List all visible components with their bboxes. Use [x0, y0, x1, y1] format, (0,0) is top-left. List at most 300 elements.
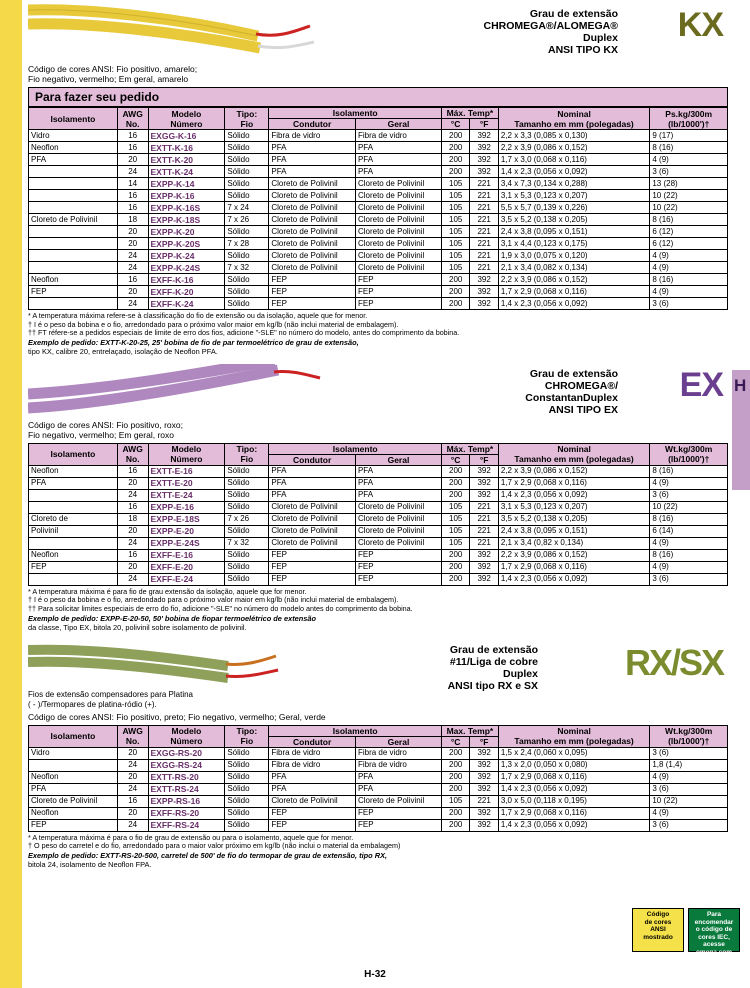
rxsx-title-line-3: Duplex	[502, 667, 538, 680]
cell-fahrenheit: 392	[470, 465, 498, 477]
table-row	[29, 783, 728, 795]
cell-condutor: Cloreto de Polivinil	[269, 262, 356, 274]
cell-condutor: FEP	[269, 807, 356, 819]
cell-awg: 24	[117, 783, 148, 795]
cell-celsius: 200	[441, 465, 469, 477]
cell-awg: 24	[117, 262, 148, 274]
cell-peso: 4 (9)	[650, 807, 728, 819]
order-banner: Para fazer seu pedido	[28, 87, 728, 107]
th-modelo: Modelo Número	[148, 725, 225, 747]
cell-fahrenheit: 221	[470, 226, 498, 238]
cell-celsius: 200	[441, 274, 469, 286]
cell-tipo: Sólido	[225, 298, 269, 310]
cell-peso: 9 (17)	[650, 130, 728, 142]
cell-tipo: Sólido	[225, 130, 269, 142]
cell-awg: 20	[117, 807, 148, 819]
cell-geral: PFA	[355, 142, 441, 154]
cell-condutor: Cloreto de Polivinil	[269, 250, 356, 262]
cell-isolamento: Neoflon	[29, 274, 118, 286]
cell-nominal: 1,4 x 2,3 (0,056 x 0,092)	[498, 573, 650, 585]
cell-condutor: Cloreto de Polivinil	[269, 226, 356, 238]
cell-modelo: EXPP-K-18S	[148, 214, 225, 226]
kx-title-line-3: Duplex	[582, 32, 618, 44]
cell-modelo: EXFF-RS-24	[148, 819, 225, 831]
kx-section-header	[28, 0, 728, 62]
ex-title	[525, 368, 618, 416]
cell-tipo: Sólido	[225, 274, 269, 286]
cell-isolamento: Neoflon	[29, 771, 118, 783]
cell-nominal: 2,2 x 3,9 (0,086 x 0,152)	[498, 142, 650, 154]
ex-note-3: †† Para solicitar limites especiais de erro do fio, adicione "-SLE" no número do modelo antes do comprimento da bobina.	[28, 603, 413, 613]
ex-color-code-line-1: Código de cores ANSI: Fio positivo, roxo;	[28, 419, 183, 430]
cell-condutor: Cloreto de Polivinil	[269, 190, 356, 202]
cell-celsius: 200	[441, 783, 469, 795]
table-row	[29, 807, 728, 819]
kx-header-row-1	[29, 108, 728, 119]
cell-tipo: Sólido	[225, 250, 269, 262]
cell-nominal: 2,2 x 3,9 (0,086 x 0,152)	[498, 465, 650, 477]
ex-header-row-1	[29, 443, 728, 454]
cell-awg: 16	[117, 130, 148, 142]
th-celsius: °C	[441, 454, 469, 465]
cell-fahrenheit: 392	[470, 130, 498, 142]
th-tipo: Tipo: Fio	[225, 108, 269, 130]
cell-fahrenheit: 392	[470, 561, 498, 573]
table-row	[29, 154, 728, 166]
th-isolamento-group: Isolamento	[269, 725, 442, 736]
ex-spec-table	[28, 443, 728, 586]
table-row	[29, 142, 728, 154]
cell-awg: 20	[117, 477, 148, 489]
cell-modelo: EXFF-E-16	[148, 549, 225, 561]
cell-awg: 20	[117, 226, 148, 238]
cell-awg: 24	[117, 489, 148, 501]
cell-tipo: 7 x 32	[225, 262, 269, 274]
cell-celsius: 105	[441, 202, 469, 214]
th-celsius: °C	[441, 736, 469, 747]
cell-isolamento: FEP	[29, 561, 118, 573]
cell-condutor: Cloreto de Polivinil	[269, 513, 356, 525]
cell-modelo: EXPP-E-24S	[148, 537, 225, 549]
th-nominal: Nominal Tamanho em mm (polegadas)	[498, 443, 650, 465]
cell-tipo: Sólido	[225, 561, 269, 573]
cell-isolamento	[29, 759, 118, 771]
cell-tipo: Sólido	[225, 807, 269, 819]
kx-color-code	[28, 64, 728, 84]
cell-peso: 3 (6)	[650, 166, 728, 178]
rxsx-title-line-1: Grau de extensão	[449, 643, 538, 656]
cell-geral: Cloreto de Polivinil	[355, 214, 441, 226]
kx-color-code-line-2: Fio negativo, vermelho; Em geral, amarelo	[28, 74, 189, 84]
cell-nominal: 3,4 x 7,3 (0,134 x 0,288)	[498, 178, 650, 190]
th-fahrenheit: °F	[470, 119, 498, 130]
cell-peso: 10 (22)	[650, 202, 728, 214]
th-modelo: Modelo Número	[148, 443, 225, 465]
cell-awg: 24	[117, 573, 148, 585]
cell-fahrenheit: 221	[470, 795, 498, 807]
cell-fahrenheit: 392	[470, 747, 498, 759]
cell-isolamento: Cloreto de	[29, 513, 118, 525]
ex-example-2: da classe, Tipo EX, bitola 20, polivinil sobre isolamento de polivinil.	[28, 622, 247, 632]
cell-nominal: 1,5 x 2,4 (0,060 x 0,095)	[498, 747, 650, 759]
cell-geral: FEP	[355, 573, 441, 585]
cell-isolamento	[29, 298, 118, 310]
cell-peso: 3 (6)	[650, 819, 728, 831]
iec-order-badge[interactable]: Para encomendar o código de cores IEC, acesse omega.com	[688, 908, 740, 952]
ex-example-1: Exemplo de pedido: EXPP-E-20-50, 50' bobina de fiopar termoelétrico de extensão	[28, 613, 317, 623]
th-peso: Wt.kg/300m (lb/1000')†	[650, 443, 728, 465]
kx-wire-illustration	[28, 4, 328, 58]
kx-title-line-4: ANSI TIPO KX	[547, 44, 618, 56]
cell-tipo: Sólido	[225, 166, 269, 178]
cell-condutor: PFA	[269, 477, 356, 489]
cell-nominal: 3,1 x 4,4 (0,123 x 0,175)	[498, 238, 650, 250]
cell-modelo: EXFF-K-20	[148, 286, 225, 298]
th-modelo: Modelo Número	[148, 108, 225, 130]
cell-nominal: 3,1 x 5,3 (0,123 x 0,207)	[498, 501, 650, 513]
cell-peso: 8 (16)	[650, 465, 728, 477]
cell-awg: 24	[117, 537, 148, 549]
cell-geral: Cloreto de Polivinil	[355, 190, 441, 202]
cell-modelo: EXPP-K-20	[148, 226, 225, 238]
cell-nominal: 2,2 x 3,9 (0,086 x 0,152)	[498, 274, 650, 286]
cell-fahrenheit: 221	[470, 525, 498, 537]
cell-tipo: Sólido	[225, 525, 269, 537]
cell-isolamento: Cloreto de Polivinil	[29, 795, 118, 807]
cell-modelo: EXFF-E-24	[148, 573, 225, 585]
table-row	[29, 477, 728, 489]
th-celsius: °C	[441, 119, 469, 130]
rxsx-example-1: Exemplo de pedido: EXTT-RS-20-500, carretel de 500' de fio do termopar de grau de extensão, tipo RX,	[28, 850, 388, 860]
cell-peso: 3 (6)	[650, 573, 728, 585]
cell-peso: 10 (22)	[650, 190, 728, 202]
cell-isolamento: Neoflon	[29, 142, 118, 154]
cell-modelo: EXPP-K-14	[148, 178, 225, 190]
cell-awg: 20	[117, 238, 148, 250]
cell-isolamento	[29, 202, 118, 214]
cell-fahrenheit: 392	[470, 771, 498, 783]
cell-tipo: Sólido	[225, 190, 269, 202]
cell-awg: 20	[117, 525, 148, 537]
table-row	[29, 561, 728, 573]
cell-geral: Cloreto de Polivinil	[355, 537, 441, 549]
cell-tipo: Sólido	[225, 226, 269, 238]
th-tipo: Tipo: Fio	[225, 443, 269, 465]
table-row	[29, 178, 728, 190]
cell-modelo: EXPP-K-16	[148, 190, 225, 202]
cell-fahrenheit: 392	[470, 166, 498, 178]
cell-nominal: 2,2 x 3,9 (0,086 x 0,152)	[498, 549, 650, 561]
cell-isolamento	[29, 537, 118, 549]
ex-note-2: † I é o peso da bobina e o fio, arredondado para o próximo valor maior em kg/lb (não inclui material de embalagem).	[28, 595, 399, 605]
table-row	[29, 226, 728, 238]
cell-condutor: FEP	[269, 298, 356, 310]
cell-condutor: PFA	[269, 489, 356, 501]
kx-title-line-2: CHROMEGA®/ALOMEGA®	[483, 20, 618, 32]
cell-isolamento	[29, 238, 118, 250]
cell-geral: Cloreto de Polivinil	[355, 513, 441, 525]
cell-tipo: Sólido	[225, 154, 269, 166]
ex-section-header	[28, 360, 728, 418]
cell-isolamento: Neoflon	[29, 549, 118, 561]
ex-title-line-3: ConstantanDuplex	[525, 391, 618, 404]
table-row	[29, 250, 728, 262]
rxsx-note-1: * A temperatura máxima é para o fio de grau de extensão ou para o isolamento, aquele que for menor.	[28, 832, 354, 842]
th-isolamento: Isolamento	[29, 108, 118, 130]
kx-note-2: † I é o peso da bobina e o fio, arredondado para o próximo valor maior em kg/lb (não inclui material de embalagem).	[28, 319, 399, 329]
table-row	[29, 771, 728, 783]
cell-condutor: FEP	[269, 549, 356, 561]
th-peso: Ps.kg/300m (lb/1000')†	[650, 108, 728, 130]
cell-modelo: EXPP-K-20S	[148, 238, 225, 250]
table-row	[29, 525, 728, 537]
cell-tipo: Sólido	[225, 783, 269, 795]
cell-condutor: PFA	[269, 783, 356, 795]
th-nominal: Nominal Tamanho em mm (polegadas)	[498, 108, 650, 130]
ansi-color-code-badge: Código de cores ANSI mostrado	[632, 908, 684, 952]
cell-geral: PFA	[355, 477, 441, 489]
cell-geral: Cloreto de Polivinil	[355, 202, 441, 214]
th-tipo: Tipo: Fio	[225, 725, 269, 747]
cell-celsius: 200	[441, 130, 469, 142]
cell-tipo: Sólido	[225, 489, 269, 501]
cell-modelo: EXGG-RS-20	[148, 747, 225, 759]
cell-fahrenheit: 392	[470, 807, 498, 819]
page-content	[28, 0, 728, 869]
rxsx-notes	[28, 834, 728, 869]
cell-nominal: 1,4 x 2,3 (0,056 x 0,092)	[498, 489, 650, 501]
cell-condutor: Cloreto de Polivinil	[269, 795, 356, 807]
table-row	[29, 537, 728, 549]
cell-celsius: 105	[441, 250, 469, 262]
kx-color-code-line-1: Código de cores ANSI: Fio positivo, amarelo;	[28, 64, 198, 74]
table-row	[29, 238, 728, 250]
cell-modelo: EXGG-RS-24	[148, 759, 225, 771]
cell-geral: FEP	[355, 298, 441, 310]
cell-tipo: Sólido	[225, 771, 269, 783]
cell-nominal: 5,5 x 5,7 (0,139 x 0,226)	[498, 202, 650, 214]
cell-celsius: 105	[441, 178, 469, 190]
cell-celsius: 200	[441, 759, 469, 771]
cell-nominal: 2,4 x 3,8 (0,095 x 0,151)	[498, 226, 650, 238]
rxsx-note-2: † O peso do carretel e do fio, arredondado para o maior valor próximo em kg/lb (não inclui o material da embalagem)	[28, 841, 401, 851]
cell-awg: 24	[117, 166, 148, 178]
section-tab-letter: H	[734, 376, 747, 395]
cell-nominal: 1,7 x 2,9 (0,068 x 0,116)	[498, 286, 650, 298]
cell-awg: 20	[117, 154, 148, 166]
cell-nominal: 1,4 x 2,3 (0,056 x 0,092)	[498, 783, 650, 795]
cell-geral: Cloreto de Polivinil	[355, 795, 441, 807]
table-row	[29, 795, 728, 807]
rxsx-table-body	[29, 747, 728, 831]
ex-color-code-line-2: Fio negativo, vermelho; Em geral, roxo	[28, 429, 174, 440]
cell-condutor: Cloreto de Polivinil	[269, 525, 356, 537]
cell-tipo: Sólido	[225, 759, 269, 771]
footer-badges	[632, 908, 740, 956]
cell-nominal: 1,7 x 2,9 (0,068 x 0,116)	[498, 771, 650, 783]
cell-condutor: FEP	[269, 561, 356, 573]
cell-awg: 16	[117, 795, 148, 807]
rxsx-title	[448, 644, 538, 692]
cell-celsius: 200	[441, 573, 469, 585]
cell-peso: 8 (16)	[650, 549, 728, 561]
cell-peso: 10 (22)	[650, 795, 728, 807]
cell-modelo: EXTT-RS-24	[148, 783, 225, 795]
rxsx-color-code	[28, 712, 728, 722]
cell-condutor: FEP	[269, 274, 356, 286]
th-nominal: Nominal Tamanho em mm (polegadas)	[498, 725, 650, 747]
cell-celsius: 105	[441, 238, 469, 250]
cell-tipo: Sólido	[225, 573, 269, 585]
ex-table-body	[29, 465, 728, 585]
table-row	[29, 286, 728, 298]
cell-isolamento: PFA	[29, 154, 118, 166]
cell-condutor: Cloreto de Polivinil	[269, 501, 356, 513]
th-fahrenheit: °F	[470, 454, 498, 465]
cell-fahrenheit: 221	[470, 238, 498, 250]
cell-fahrenheit: 221	[470, 513, 498, 525]
kx-note-1: * A temperatura máxima refere-se à classificação do fio de extensão ou da isolação, aquele que for menor.	[28, 311, 368, 320]
cell-tipo: Sólido	[225, 477, 269, 489]
cell-modelo: EXPP-RS-16	[148, 795, 225, 807]
rxsx-platina-line-2: ( - )/Termopares de platina-ródio (+).	[28, 699, 157, 709]
cell-modelo: EXTT-E-20	[148, 477, 225, 489]
cell-geral: Cloreto de Polivinil	[355, 238, 441, 250]
table-row	[29, 202, 728, 214]
cell-geral: PFA	[355, 771, 441, 783]
cell-tipo: Sólido	[225, 465, 269, 477]
table-row	[29, 130, 728, 142]
th-max-temp: Máx. Temp*	[441, 443, 498, 454]
cell-nominal: 3,5 x 5,2 (0,138 x 0,205)	[498, 214, 650, 226]
cell-celsius: 200	[441, 819, 469, 831]
cell-isolamento	[29, 226, 118, 238]
cell-nominal: 1,3 x 2,0 (0,050 x 0,080)	[498, 759, 650, 771]
cell-modelo: EXTT-K-24	[148, 166, 225, 178]
cell-nominal: 1,7 x 2,9 (0,068 x 0,116)	[498, 477, 650, 489]
ex-table-head	[29, 443, 728, 465]
cell-awg: 16	[117, 202, 148, 214]
cell-nominal: 2,1 x 3,4 (0,82 x 0,134)	[498, 537, 650, 549]
cell-modelo: EXTT-RS-20	[148, 771, 225, 783]
cell-isolamento	[29, 178, 118, 190]
cell-fahrenheit: 221	[470, 178, 498, 190]
cell-peso: 13 (28)	[650, 178, 728, 190]
kx-note-3: †† FT réfere-se a pedidos especiais de limite de erro dos fios, adicione "-SLE" no número do modelo, antes do comprimento da bobina.	[28, 328, 460, 338]
table-row	[29, 501, 728, 513]
ex-notes	[28, 588, 728, 632]
cell-fahrenheit: 221	[470, 202, 498, 214]
cell-tipo: Sólido	[225, 501, 269, 513]
th-awg: AWG No.	[117, 108, 148, 130]
cell-condutor: Fibra de vidro	[269, 747, 356, 759]
th-geral: Geral	[355, 454, 441, 465]
cell-modelo: EXFF-K-24	[148, 298, 225, 310]
cell-tipo: Sólido	[225, 142, 269, 154]
cell-nominal: 3,1 x 5,3 (0,123 x 0,207)	[498, 190, 650, 202]
cell-condutor: FEP	[269, 819, 356, 831]
cell-nominal: 2,2 x 3,3 (0,085 x 0,130)	[498, 130, 650, 142]
cell-awg: 20	[117, 561, 148, 573]
cell-geral: Cloreto de Polivinil	[355, 178, 441, 190]
cell-modelo: EXTT-K-16	[148, 142, 225, 154]
cell-isolamento: PFA	[29, 783, 118, 795]
cell-nominal: 3,0 x 5,0 (0,118 x 0,195)	[498, 795, 650, 807]
cell-condutor: PFA	[269, 154, 356, 166]
cell-peso: 4 (9)	[650, 250, 728, 262]
cell-celsius: 105	[441, 190, 469, 202]
rxsx-title-line-4: ANSI tipo RX e SX	[447, 679, 538, 692]
cell-isolamento	[29, 166, 118, 178]
cell-awg: 24	[117, 819, 148, 831]
cell-awg: 16	[117, 190, 148, 202]
ex-title-line-4: ANSI TIPO EX	[548, 403, 618, 416]
cell-peso: 6 (12)	[650, 226, 728, 238]
cell-awg: 18	[117, 214, 148, 226]
cell-celsius: 200	[441, 807, 469, 819]
cell-fahrenheit: 221	[470, 190, 498, 202]
cell-tipo: 7 x 32	[225, 537, 269, 549]
cell-nominal: 1,4 x 2,3 (0,056 x 0,092)	[498, 819, 650, 831]
cell-awg: 18	[117, 513, 148, 525]
cell-awg: 16	[117, 465, 148, 477]
cell-geral: Cloreto de Polivinil	[355, 525, 441, 537]
cell-celsius: 200	[441, 771, 469, 783]
cell-awg: 16	[117, 274, 148, 286]
cell-fahrenheit: 221	[470, 537, 498, 549]
cell-geral: PFA	[355, 166, 441, 178]
kx-title	[484, 8, 618, 56]
cell-fahrenheit: 221	[470, 250, 498, 262]
cell-peso: 4 (9)	[650, 771, 728, 783]
table-row	[29, 573, 728, 585]
kx-example-2: tipo KX, calibre 20, entrelaçado, isolação de Neoflon PFA.	[28, 346, 218, 356]
ex-color-code	[28, 420, 728, 440]
cell-geral: PFA	[355, 465, 441, 477]
th-fahrenheit: °F	[470, 736, 498, 747]
cell-celsius: 105	[441, 795, 469, 807]
cell-nominal: 1,9 x 3,0 (0,075 x 0,120)	[498, 250, 650, 262]
cell-nominal: 1,4 x 2,3 (0,056 x 0,092)	[498, 166, 650, 178]
th-geral: Geral	[355, 736, 441, 747]
cell-awg: 16	[117, 142, 148, 154]
cell-condutor: Cloreto de Polivinil	[269, 537, 356, 549]
cell-celsius: 105	[441, 214, 469, 226]
cell-condutor: PFA	[269, 166, 356, 178]
cell-peso: 4 (9)	[650, 537, 728, 549]
cell-isolamento: Neoflon	[29, 465, 118, 477]
rxsx-header-row-1	[29, 725, 728, 736]
cell-fahrenheit: 392	[470, 154, 498, 166]
cell-celsius: 105	[441, 226, 469, 238]
table-row	[29, 513, 728, 525]
cell-condutor: Cloreto de Polivinil	[269, 238, 356, 250]
cell-celsius: 200	[441, 286, 469, 298]
cell-isolamento: FEP	[29, 819, 118, 831]
cell-geral: Cloreto de Polivinil	[355, 250, 441, 262]
cell-fahrenheit: 392	[470, 286, 498, 298]
cell-peso: 3 (6)	[650, 298, 728, 310]
cell-isolamento	[29, 262, 118, 274]
table-row	[29, 549, 728, 561]
cell-nominal: 1,7 x 3,0 (0,068 x 0,116)	[498, 154, 650, 166]
kx-table-body	[29, 130, 728, 310]
cell-isolamento	[29, 250, 118, 262]
cell-tipo: Sólido	[225, 819, 269, 831]
cell-fahrenheit: 392	[470, 142, 498, 154]
cell-geral: Fibra de vidro	[355, 747, 441, 759]
cell-isolamento	[29, 501, 118, 513]
